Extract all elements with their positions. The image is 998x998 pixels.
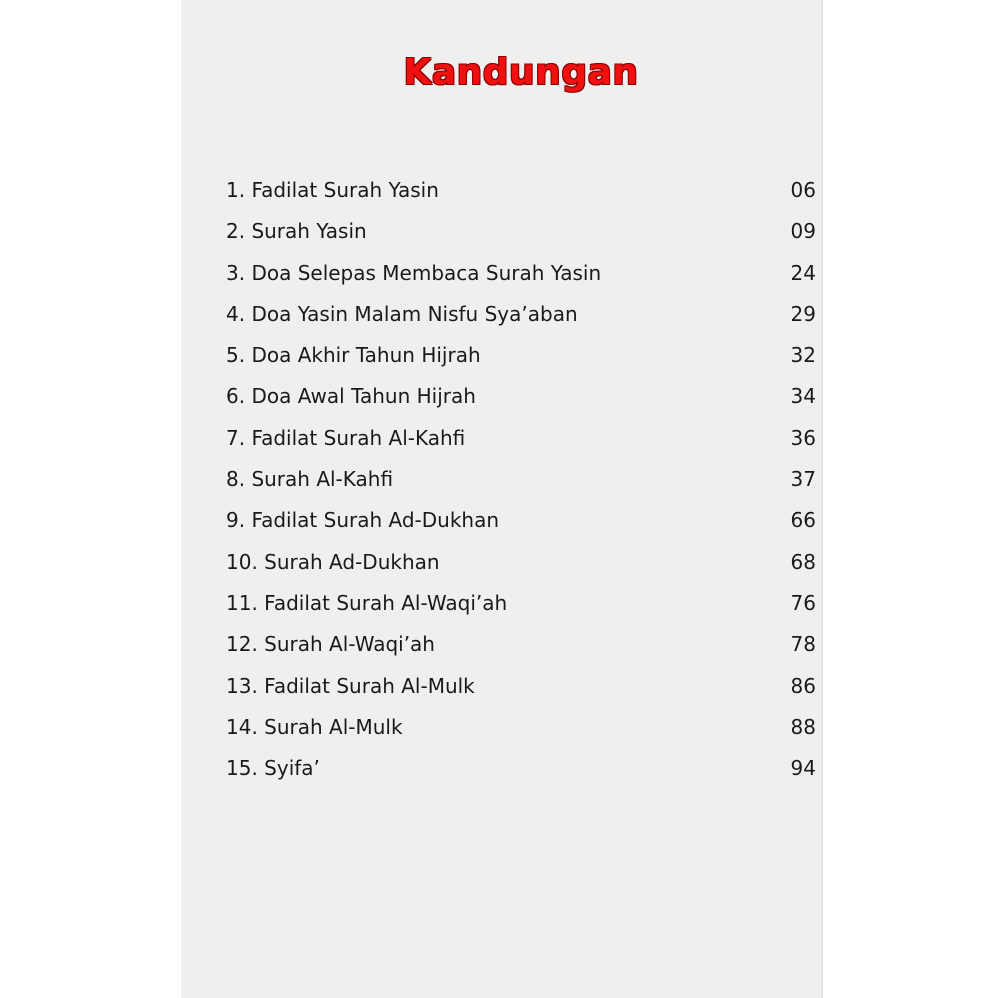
toc-entry[interactable] — [226, 294, 816, 335]
toc-entry-page-number: 86 — [790, 673, 816, 698]
toc-entry-title: 7. Fadilat Surah Al-Kahfi — [226, 425, 466, 450]
toc-entry-page-number: 34 — [790, 384, 816, 409]
toc-entry[interactable] — [226, 253, 816, 294]
toc-entry-page-number: 66 — [790, 508, 816, 533]
toc-entry-title: 12. Surah Al-Waqi’ah — [226, 632, 435, 657]
toc-entry-title: 11. Fadilat Surah Al-Waqi’ah — [226, 590, 508, 615]
toc-entry-title: 10. Surah Ad-Dukhan — [226, 549, 440, 574]
toc-entry-title: 4. Doa Yasin Malam Nisfu Sya’aban — [226, 301, 578, 326]
toc-entry[interactable] — [226, 335, 816, 376]
toc-entry-title: 2. Surah Yasin — [226, 219, 367, 244]
toc-entry-title: 14. Surah Al-Mulk — [226, 714, 403, 739]
toc-entry-page-number: 78 — [790, 632, 816, 657]
toc-entry-title: 3. Doa Selepas Membaca Surah Yasin — [226, 260, 602, 285]
toc-entry-page-number: 32 — [790, 343, 816, 368]
page-edge-shadow — [821, 0, 823, 998]
toc-entry-title: 9. Fadilat Surah Ad-Dukhan — [226, 508, 500, 533]
toc-entry-page-number: 06 — [790, 178, 816, 202]
toc-entry-page-number: 94 — [790, 756, 816, 781]
toc-entry-page-number: 88 — [790, 714, 816, 739]
toc-entry-page-number: 68 — [790, 549, 816, 574]
toc-entry-page-number: 76 — [790, 590, 816, 615]
toc-entry-title: 6. Doa Awal Tahun Hijrah — [226, 384, 476, 409]
toc-entry-title: 15. Syifa’ — [226, 756, 320, 781]
toc-entry[interactable] — [226, 500, 816, 541]
toc-entry-title: 1. Fadilat Surah Yasin — [226, 178, 439, 202]
toc-entry-page-number: 37 — [790, 467, 816, 492]
toc-entry[interactable] — [226, 418, 816, 459]
toc-entry-page-number: 09 — [790, 219, 816, 244]
toc-entry[interactable] — [226, 211, 816, 252]
table-of-contents — [226, 170, 816, 789]
toc-entry[interactable] — [226, 666, 816, 707]
toc-entry[interactable] — [226, 748, 816, 789]
toc-entry[interactable] — [226, 170, 816, 211]
toc-entry-page-number: 24 — [790, 260, 816, 285]
toc-entry-title: 8. Surah Al-Kahfi — [226, 467, 394, 492]
toc-entry-page-number: 29 — [790, 301, 816, 326]
toc-entry-title: 5. Doa Akhir Tahun Hijrah — [226, 343, 481, 368]
toc-entry[interactable] — [226, 707, 816, 748]
toc-entry-page-number: 36 — [790, 425, 816, 450]
page-title: Kandungan — [403, 52, 639, 93]
toc-entry[interactable] — [226, 624, 816, 665]
book-page — [181, 0, 821, 998]
toc-entry[interactable] — [226, 542, 816, 583]
toc-entry-title: 13. Fadilat Surah Al-Mulk — [226, 673, 475, 698]
toc-entry[interactable] — [226, 459, 816, 500]
toc-entry[interactable] — [226, 583, 816, 624]
toc-entry[interactable] — [226, 376, 816, 417]
